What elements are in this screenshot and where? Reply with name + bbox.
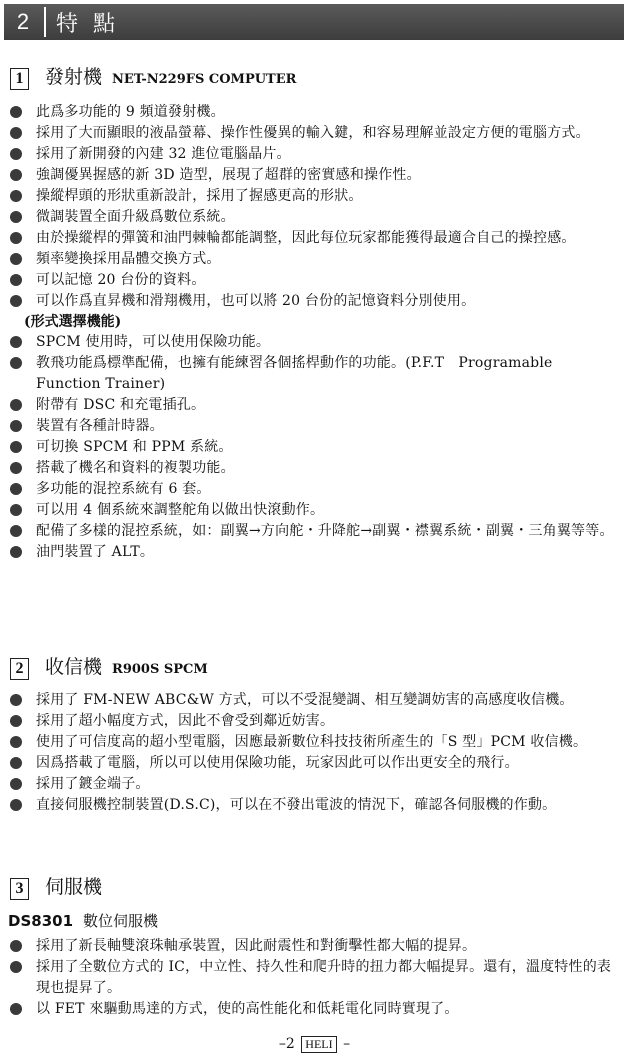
- list-item: 可以記憶 20 台份的資料。: [0, 270, 629, 291]
- list-item: 頻率變換採用晶體交換方式。: [0, 249, 629, 270]
- bullet-icon: [10, 420, 22, 432]
- bullet-icon: [10, 757, 22, 769]
- bullet-icon: [10, 799, 22, 811]
- list-item: 油門裝置了 ALT。: [0, 542, 629, 563]
- bullet-icon: [10, 336, 22, 348]
- mode-select-note: (形式選擇機能): [24, 314, 122, 330]
- bullet-icon: [10, 961, 22, 973]
- bullet-icon: [10, 253, 22, 265]
- section-banner: [4, 4, 624, 40]
- list-item: 操縱桿頭的形狀重新設計，採用了握感更高的形狀。: [0, 186, 629, 207]
- bullet-icon: [10, 190, 22, 202]
- bullet-icon: [10, 504, 22, 516]
- list-item: 直接伺服機控制裝置(D.S.C)，可以在不發出電波的情況下，確認各伺服機的作動。: [0, 795, 629, 816]
- bullet-icon: [10, 127, 22, 139]
- list-item: 附帶有 DSC 和充電插孔。: [0, 395, 629, 416]
- transmitter-features-b: [0, 332, 629, 563]
- bullet-icon: [10, 715, 22, 727]
- list-item: 採用了新長軸雙滾珠軸承裝置，因此耐震性和對衝擊性都大幅的提昇。: [0, 936, 629, 957]
- page-number: –2: [278, 1036, 295, 1052]
- servo-section: [0, 872, 629, 1020]
- footer-dash: –: [343, 1036, 351, 1052]
- brand-logo: HELI: [301, 1036, 336, 1053]
- list-item: 多功能的混控系統有 6 套。: [0, 479, 629, 500]
- section-number-box: 2: [10, 658, 29, 680]
- list-item: 微調裝置全面升級爲數位系統。: [0, 207, 629, 228]
- bullet-icon: [10, 1003, 22, 1015]
- servo-heading: [0, 872, 629, 902]
- list-item: 採用了 FM-NEW ABC&W 方式，可以不受混變調、相互變調妨害的高感度收信機。: [0, 690, 629, 711]
- list-item: 裝置有各種計時器。: [0, 416, 629, 437]
- bullet-icon: [10, 106, 22, 118]
- bullet-icon: [10, 211, 22, 223]
- servo-label: 數位伺服機: [83, 912, 159, 930]
- list-item: 可切換 SPCM 和 PPM 系統。: [0, 437, 629, 458]
- banner-number: 2: [16, 9, 30, 34]
- list-item: 可以用 4 個系統來調整舵角以做出快滾動作。: [0, 500, 629, 521]
- list-item: 採用了大而顯眼的液晶螢幕、操作性優異的輸入鍵，和容易理解並設定方便的電腦方式。: [0, 123, 629, 144]
- banner-divider: [44, 7, 46, 37]
- list-item: 以 FET 來驅動馬達的方式，使的高性能化和低耗電化同時實現了。: [0, 999, 629, 1020]
- section-model: NET-N229FS COMPUTER: [112, 72, 297, 87]
- bullet-icon: [10, 778, 22, 790]
- section-title: 伺服機: [45, 876, 103, 898]
- section-number-box: 1: [10, 68, 29, 90]
- bullet-icon: [10, 169, 22, 181]
- servo-subheading: [0, 910, 629, 936]
- transmitter-features-a: [0, 102, 629, 312]
- bullet-icon: [10, 546, 22, 558]
- receiver-heading: [0, 652, 629, 682]
- list-item: 配備了多樣的混控系統，如：副翼→方向舵・升降舵→副翼・襟翼系統・副翼・三角翼等等。: [0, 521, 629, 542]
- bullet-icon: [10, 940, 22, 952]
- section-title: 收信機: [45, 656, 103, 678]
- receiver-section: [0, 652, 629, 816]
- section-number-box: 3: [10, 878, 29, 900]
- bullet-icon: [10, 274, 22, 286]
- list-item: 由於操縱桿的彈簧和油門棘輪都能調整，因此每位玩家都能獲得最適合自己的操控感。: [0, 228, 629, 249]
- list-item: 搭載了機名和資料的複製功能。: [0, 458, 629, 479]
- transmitter-section: [0, 62, 629, 563]
- list-item: 採用了新開發的內建 32 進位電腦晶片。: [0, 144, 629, 165]
- list-item: 採用了超小幅度方式，因此不會受到鄰近妨害。: [0, 711, 629, 732]
- list-item: 教飛功能爲標準配備，也擁有能練習各個搖桿動作的功能。(P.F.T Programable Function Trainer): [0, 353, 629, 395]
- list-item: 因爲搭載了電腦，所以可以使用保險功能，玩家因此可以作出更安全的飛行。: [0, 753, 629, 774]
- list-item: 此爲多功能的 9 頻道發射機。: [0, 102, 629, 123]
- list-item: 可以作爲直昇機和滑翔機用，也可以將 20 台份的記憶資料分別使用。: [0, 291, 629, 312]
- bullet-icon: [10, 736, 22, 748]
- servo-model: DS8301: [8, 912, 74, 930]
- transmitter-heading: [0, 62, 629, 92]
- list-item: 強調優異握感的新 3D 造型，展現了超群的密實感和操作性。: [0, 165, 629, 186]
- bullet-icon: [10, 357, 22, 369]
- list-item: 採用了鍍金端子。: [0, 774, 629, 795]
- bullet-icon: [10, 462, 22, 474]
- section-title: 發射機: [45, 66, 103, 88]
- section-model: R900S SPCM: [112, 662, 208, 677]
- bullet-icon: [10, 232, 22, 244]
- list-item: 採用了全數位方式的 IC，中立性、持久性和爬升時的扭力都大幅提昇。還有，溫度特性的表現也提昇了。: [0, 957, 629, 999]
- bullet-icon: [10, 483, 22, 495]
- bullet-icon: [10, 525, 22, 537]
- list-item: 使用了可信度高的超小型電腦，因應最新數位科技技術所產生的「S 型」PCM 收信機。: [0, 732, 629, 753]
- bullet-icon: [10, 148, 22, 160]
- list-item: SPCM 使用時，可以使用保險功能。: [0, 332, 629, 353]
- bullet-icon: [10, 295, 22, 307]
- banner-title: 特 點: [56, 11, 119, 37]
- page-footer: [0, 1036, 629, 1053]
- receiver-features: [0, 690, 629, 816]
- bullet-icon: [10, 441, 22, 453]
- bullet-icon: [10, 399, 22, 411]
- servo-features: [0, 936, 629, 1020]
- bullet-icon: [10, 694, 22, 706]
